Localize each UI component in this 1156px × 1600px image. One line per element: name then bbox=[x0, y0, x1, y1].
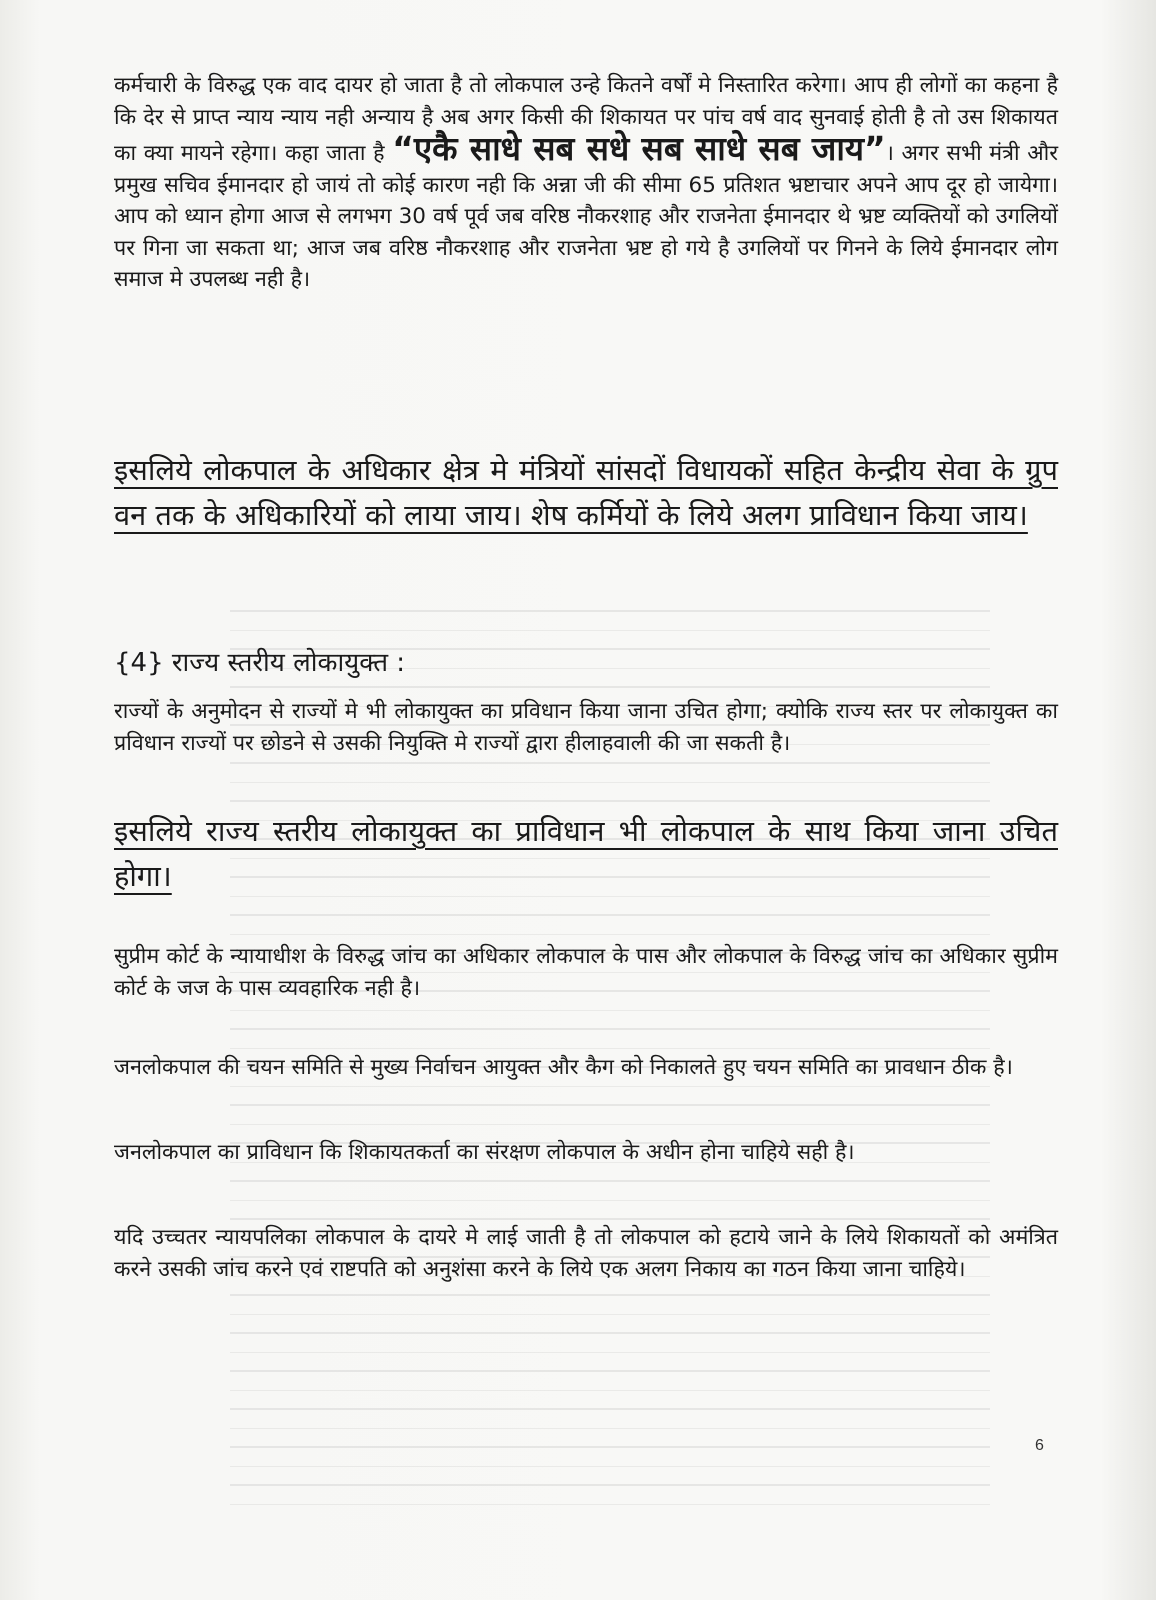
document-body bbox=[114, 70, 1058, 1317]
page-number: 6 bbox=[1035, 1437, 1044, 1454]
paragraph-6: जनलोकपाल की चयन समिति से मुख्य निर्वाचन आयुक्त और कैग को निकालते हुए चयन समिति का प्रावधान ठीक है। bbox=[114, 1055, 1013, 1080]
paragraph-1-text: कर्मचारी के विरुद्ध एक वाद दायर हो जाता है तो लोकपाल उन्हे कितने वर्षों मे निस्तारित करेगा। आप ही लोगों का कहना है कि देर से प्राप्त न्याय न्याय नही अन्याय है अब अगर किसी की शिकायत पर पांच वर्ष वाद सुनवाई होती है तो उस शिकायत का क्या मायने रहेगा। कहा जाता है bbox=[114, 73, 1058, 166]
paragraph-7: जनलोकपाल का प्राविधान कि शिकायतकर्ता का संरक्षण लोकपाल के अधीन होना चाहिये सही है। bbox=[114, 1140, 855, 1165]
paragraph-1-continuation: । अगर सभी मंत्री और प्रमुख सचिव ईमानदार हो जायं तो कोई कारण नही कि अन्ना जी की सीमा 65 प्रतिशत भ्रष्टाचार अपने आप दूर हो जायेगा। आप को ध्यान होगा आज से लगभग 30 वर्ष पूर्व जब वरिष्ठ नौकरशाह और राजनेता ईमानदार थे भ्रष्ट व्यक्तियों को उगलियों पर गिना जा सकता था; आज जब वरिष्ठ नौकरशाह और राजनेता भ्रष्ट हो गये है उगलियों पर गिनने के लिये ईमानदार लोग समाज मे उपलब्ध नही है। bbox=[114, 141, 1059, 292]
paragraph-8: यदि उच्चतर न्यायपलिका लोकपाल के दायरे मे लाई जाती है तो लोकपाल को हटाये जाने के लिये शिकायतों को अमंत्रित करने उसकी जांच करने एवं राष्टपति को अनुशंसा करने के लिये एक अलग निकाय का गठन किया जाना चाहिये। bbox=[114, 1225, 1058, 1282]
paragraph-3: राज्यों के अनुमोदन से राज्यों मे भी लोकायुक्त का प्रविधान किया जाना उचित होगा; क्योकि राज्य स्तर पर लोकायुक्त का प्रविधान राज्यों पर छोडने से उसकी नियुक्ति मे राज्यों द्वारा हीलाहवाली की जा सकती है। bbox=[114, 699, 1058, 756]
paragraph-1 bbox=[114, 70, 1058, 440]
section-heading: {4} राज्य स्तरीय लोकायुक्त : bbox=[114, 648, 406, 678]
proverb-quote: “एकै साधे सब सधे सब साधे सब जाय” bbox=[392, 129, 886, 168]
paragraph-5: सुप्रीम कोर्ट के न्यायाधीश के विरुद्ध जांच का अधिकार लोकपाल के पास और लोकपाल के विरुद्ध जांच का अधिकार सुप्रीम कोर्ट के जज के पास व्यवहारिक नही है। bbox=[114, 944, 1058, 1001]
emphasis-paragraph-2: इसलिये राज्य स्तरीय लोकायुक्त का प्राविधान भी लोकपाल के साथ किया जाना उचित होगा। bbox=[114, 814, 1058, 893]
emphasis-paragraph-1: इसलिये लोकपाल के अधिकार क्षेत्र मे मंत्रियों सांसदों विधायकों सहित केन्द्रीय सेवा के ग्रुप वन तक के अधिकारियों को लाया जाय। शेष कर्मियों के लिये अलग प्राविधान किया जाय। bbox=[114, 453, 1058, 532]
